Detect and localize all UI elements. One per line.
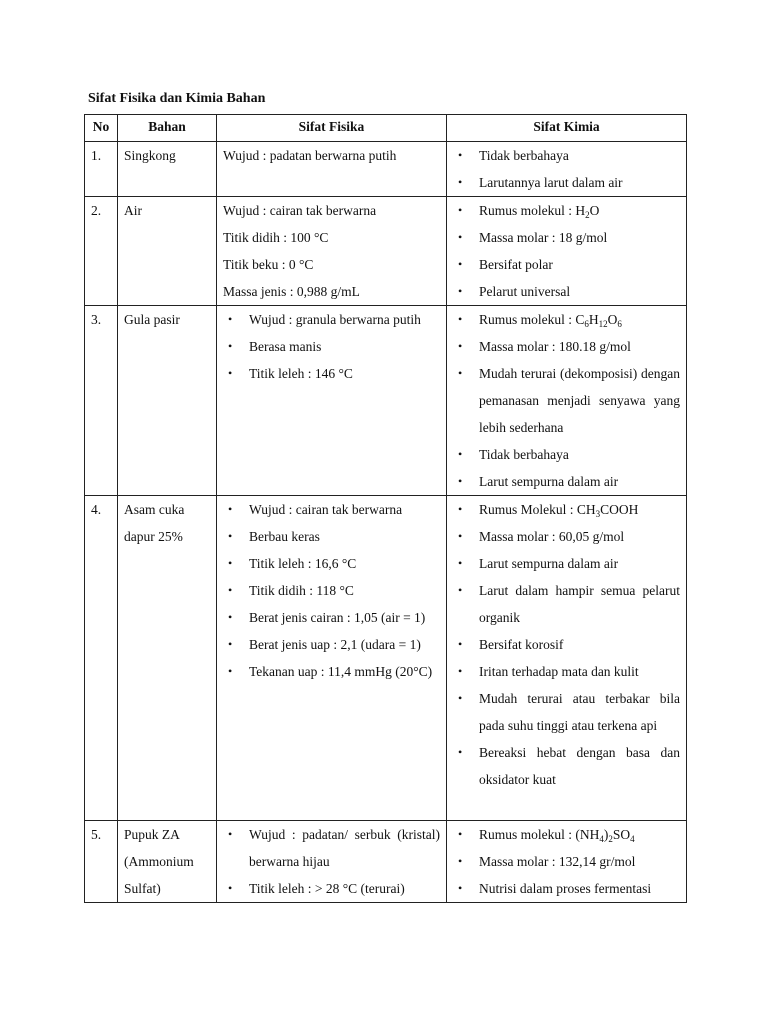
row-number: 2. (85, 197, 118, 306)
chemical-property: • Larut sempurna dalam air (453, 468, 680, 495)
properties-table (84, 114, 687, 903)
physical-property-list (223, 306, 440, 387)
physical-property: • Berat jenis uap : 2,1 (udara = 1) (223, 631, 440, 658)
formula-part: CH (576, 502, 596, 517)
formula-subscript: 12 (598, 319, 608, 329)
chemical-property-list (453, 197, 680, 305)
chemical-properties (447, 197, 687, 306)
chemical-property-list (453, 821, 680, 902)
physical-property: Titik didih : 100 °C (223, 230, 329, 245)
formula-part: H (575, 203, 586, 218)
chemical-property-formula (453, 306, 680, 333)
page-title: Sifat Fisika dan Kimia Bahan (88, 91, 266, 106)
table-row (85, 142, 687, 197)
formula-subscript: 4 (599, 834, 604, 844)
chemical-property: • Bersifat polar (453, 251, 680, 278)
chemical-property-list (453, 142, 680, 196)
chemical-property: • Larutannya larut dalam air (453, 169, 680, 196)
physical-property: • Titik leleh : > 28 °C (terurai) (223, 875, 440, 902)
chemical-property: • Mudah terurai atau terbakar bila pada suhu tinggi atau terkena api (453, 685, 680, 739)
chemical-property: • Larut dalam hampir semua pelarut organik (453, 577, 680, 631)
formula-subscript: 2 (585, 210, 590, 220)
physical-property: • Berat jenis cairan : 1,05 (air = 1) (223, 604, 440, 631)
formula-part: SO (612, 827, 631, 842)
molecular-formula (577, 502, 639, 517)
material-name: Asam cuka dapur 25% (118, 496, 217, 821)
table-row (85, 306, 687, 496)
chemical-property-list (453, 496, 680, 793)
chemical-property-formula (453, 821, 680, 848)
physical-property: • Titik leleh : 146 °C (223, 360, 440, 387)
formula-subscript: 3 (595, 509, 601, 519)
chemical-properties (447, 496, 687, 821)
chemical-property-list (453, 306, 680, 495)
chemical-property: • Massa molar : 132,14 gr/mol (453, 848, 680, 875)
material-name: Singkong (118, 142, 217, 197)
physical-property: Wujud : cairan tak berwarna (223, 203, 377, 218)
chemical-property: • Nutrisi dalam proses fermentasi (453, 875, 680, 902)
chemical-property: • Massa molar : 18 g/mol (453, 224, 680, 251)
chemical-property: • Pelarut universal (453, 278, 680, 305)
molecular-formula (575, 312, 622, 327)
formula-label: Rumus molekul : (479, 203, 576, 218)
physical-property: • Tekanan uap : 11,4 mmHg (20°C) (223, 658, 440, 685)
formula-part: O (589, 203, 600, 218)
row-number: 5. (85, 821, 118, 903)
row-number: 4. (85, 496, 118, 821)
row-number: 1. (85, 142, 118, 197)
physical-property: Wujud : padatan berwarna putih (223, 148, 397, 163)
physical-property-list (223, 821, 440, 902)
formula-part: H (588, 312, 599, 327)
chemical-property: • Massa molar : 60,05 g/mol (453, 523, 680, 550)
formula-subscript: 2 (608, 834, 613, 844)
physical-properties (217, 496, 447, 821)
material-name: Air (118, 197, 217, 306)
row-number: 3. (85, 306, 118, 496)
formula-subscript: 6 (584, 319, 589, 329)
chemical-properties (447, 821, 687, 903)
formula-subscript: 6 (617, 319, 622, 329)
table-row (85, 496, 687, 821)
chemical-property: • Tidak berbahaya (453, 142, 680, 169)
chemical-properties (447, 306, 687, 496)
formula-label: Rumus Molekul : (479, 502, 577, 517)
formula-part: COOH (600, 502, 639, 517)
physical-property: • Wujud : granula berwarna putih (223, 306, 440, 333)
table-header-row (85, 115, 687, 142)
physical-properties (217, 306, 447, 496)
physical-property: • Berbau keras (223, 523, 440, 550)
header-sifat-kimia: Sifat Kimia (447, 115, 687, 142)
header-bahan: Bahan (118, 115, 217, 142)
physical-property: Massa jenis : 0,988 g/mL (223, 284, 360, 299)
molecular-formula (575, 827, 634, 842)
header-no: No (85, 115, 118, 142)
formula-part: C (575, 312, 585, 327)
formula-part: O (607, 312, 618, 327)
molecular-formula (575, 203, 599, 218)
chemical-property: • Bersifat korosif (453, 631, 680, 658)
chemical-property: • Bereaksi hebat dengan basa dan oksidator kuat (453, 739, 680, 793)
physical-properties (217, 197, 447, 306)
material-name: Pupuk ZA (Ammonium Sulfat) (118, 821, 217, 903)
chemical-property: • Iritan terhadap mata dan kulit (453, 658, 680, 685)
formula-label: Rumus molekul : (479, 827, 576, 842)
physical-property: • Titik leleh : 16,6 °C (223, 550, 440, 577)
physical-properties (217, 821, 447, 903)
table-row (85, 197, 687, 306)
physical-property: • Wujud : cairan tak berwarna (223, 496, 440, 523)
formula-part: ) (603, 827, 609, 842)
formula-label: Rumus molekul : (479, 312, 576, 327)
chemical-properties (447, 142, 687, 197)
chemical-property: • Larut sempurna dalam air (453, 550, 680, 577)
material-name: Gula pasir (118, 306, 217, 496)
chemical-property-formula (453, 197, 680, 224)
formula-part: (NH (575, 827, 600, 842)
physical-property: • Berasa manis (223, 333, 440, 360)
chemical-property: • Tidak berbahaya (453, 441, 680, 468)
formula-subscript: 4 (630, 834, 635, 844)
chemical-property: • Massa molar : 180.18 g/mol (453, 333, 680, 360)
chemical-property-formula (453, 496, 680, 523)
physical-properties (217, 142, 447, 197)
physical-property-list (223, 496, 440, 685)
physical-property: • Titik didih : 118 °C (223, 577, 440, 604)
physical-property: Titik beku : 0 °C (223, 257, 314, 272)
table-row (85, 821, 687, 903)
chemical-property: • Mudah terurai (dekomposisi) dengan pemanasan menjadi senyawa yang lebih sederhana (453, 360, 680, 441)
header-sifat-fisika: Sifat Fisika (217, 115, 447, 142)
physical-property: • Wujud : padatan/ serbuk (kristal) berwarna hijau (223, 821, 440, 875)
